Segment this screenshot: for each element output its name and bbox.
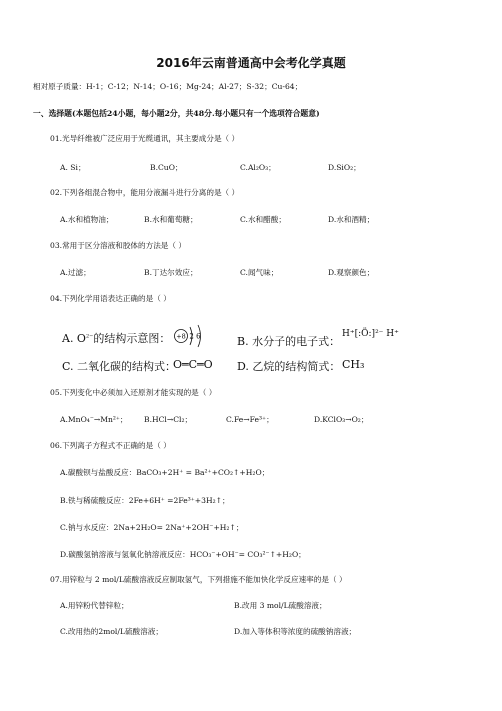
q1-option-a: A. Si； [60,163,86,172]
q4-option-a-text: 的结构示意图： [93,332,171,345]
question-4-stem: 04.下列化学用语表达正确的是（ ） [50,294,171,303]
q4-option-a-charge: 2− [85,333,94,340]
q5-option-b: B.HCl→Cl₂； [144,415,193,424]
q7-option-a: A.用锌粉代替锌粒； [60,601,129,610]
question-3-stem: 03.常用于区分溶液和胶体的方法是（ ） [50,241,186,250]
q4-option-d: D. 乙烷的结构简式： [237,360,341,373]
q4-option-b-formula: H⁺[:Ö:]²⁻ H⁺ [342,329,399,339]
q2-option-c: C.水和醋酸； [240,215,286,224]
q4-option-d-formula: CH₃ [342,358,365,371]
q3-option-a: A.过滤； [60,268,91,277]
q2-option-a: A.水和植物油； [60,215,114,224]
q4-option-a-prefix: A. O [62,332,86,345]
question-5-stem: 05.下列变化中必须加入还原剂才能实现的是（ ） [50,388,217,397]
section-heading: 一、选择题(本题包括24小题，每小题2分，共48分.每小题只有一个选项符合题意) [33,109,320,118]
q1-option-c: C.Al₂O₃； [240,163,276,172]
nucleus-charge: +8 [176,332,186,341]
q4-option-c: C. 二氧化碳的结构式： [62,360,177,373]
question-7-stem: 07.用锌粒与 2 mol/L硫酸溶液反应制取氢气，下列措施不能加快化学反应速率的是（ ） [50,575,347,584]
q6-option-d: D.碳酸氢钠溶液与氢氧化钠溶液反应：HCO₃⁻+OH⁻= CO₃²⁻↑+H₂O； [60,550,306,559]
q1-option-b: B.CuO； [150,163,183,172]
q6-option-c: C.钠与水反应：2Na+2H₂O= 2Na⁺+2OH⁻+H₂↑； [60,523,244,532]
q2-option-b: B.水和葡萄糖； [144,215,198,224]
q5-option-a: A.MnO₄⁻→Mn²⁺； [60,415,128,424]
shell-electrons: 2 6 [189,332,201,341]
q3-option-b: B.丁达尔效应； [144,268,198,277]
q7-option-d: D.加入等体积等浓度的硫酸钠溶液； [234,627,357,636]
q7-option-c: C.改用热的2mol/L硫酸溶液； [60,627,163,636]
q5-option-d: D.KClO₃→O₂； [314,415,369,424]
oxygen-ion-structure-diagram [172,323,210,349]
page-title: 2016年云南普通高中会考化学真题 [156,56,346,70]
q3-option-c: C.闻气味； [240,268,279,277]
question-6-stem: 06.下列离子方程式不正确的是（ ） [50,441,171,450]
atomic-masses: 相对原子质量：H-1；C-12；N-14；O-16；Mg-24；Al-27；S-32；Cu-64； [33,82,303,91]
q4-option-c-formula: O═C═O [173,358,213,371]
question-2-stem: 02.下列各组混合物中，能用分液漏斗进行分离的是（ ） [50,188,240,197]
q2-option-d: D.水和酒精； [328,215,375,224]
q6-option-b: B.铁与稀硫酸反应：2Fe+6H⁺ =2Fe³⁺+3H₂↑； [60,496,230,505]
q5-option-c: C.Fe→Fe³⁺； [226,415,274,424]
q4-option-b: B. 水分子的电子式： [237,335,341,348]
q3-option-d: D.观察颜色； [328,268,375,277]
question-1-stem: 01.光导纤维被广泛应用于光缆通讯，其主要成分是（ ） [50,134,240,143]
q6-option-a: A.碳酸钡与盐酸反应：BaCO₃+2H⁺ = Ba²⁺+CO₂↑+H₂O； [60,468,270,477]
q7-option-b: B.改用 3 mol/L硫酸溶液； [234,601,327,610]
q4-option-a [62,330,170,346]
q1-option-d: D.SiO₂； [328,163,361,172]
